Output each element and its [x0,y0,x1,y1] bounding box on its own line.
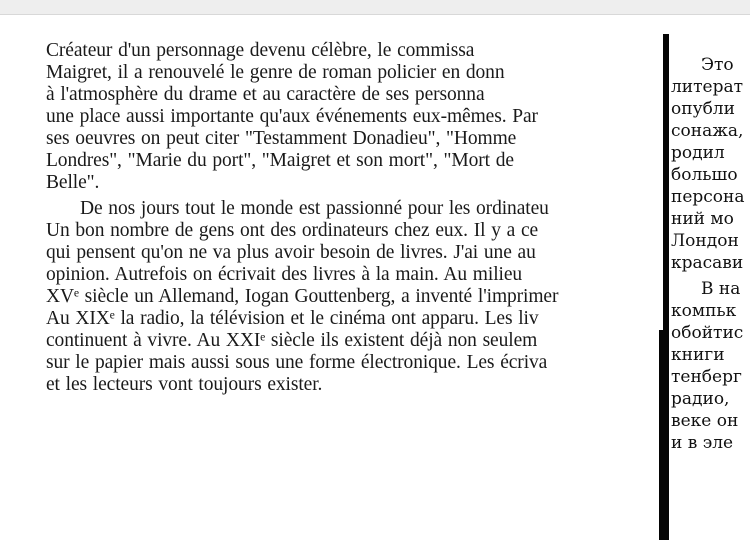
text-line: персона [671,187,745,207]
text-line: Au XIXᵉ la radio, la télévision et le cinéma ont apparu. Les liv [46,308,539,329]
text-line: De nos jours tout le monde est passionné pour les ordinateu [80,198,549,219]
text-line: В на [701,279,741,299]
text-line: ний мо [671,209,734,229]
text-line: et les lecteurs vont toujours exister. [46,374,323,395]
text-line: XVᵉ siècle un Allemand, Iogan Gouttenberg, a inventé l'imprimer [46,286,559,307]
text-line: опубли [671,99,735,119]
text-line: сонажа, [671,121,744,141]
text-line: красави [671,253,744,273]
page-gutter-shadow-lower [659,330,668,540]
text-line: Это [701,55,734,75]
text-line: opinion. Autrefois on écrivait des livres à la main. Au milieu [46,264,523,285]
text-line: Лондон [671,231,739,251]
text-line: continuent à vivre. Au XXIᵉ siècle ils existent déjà non seulem [46,330,538,351]
text-line: радио, [671,389,730,409]
text-line: Maigret, il a renouvelé le genre de roman policier en donn [46,62,505,83]
text-line: обойтис [671,323,744,343]
text-line: литерат [671,77,744,97]
text-line: книги [671,345,725,365]
text-line: компьк [671,301,737,321]
right-page-text [671,40,750,540]
text-line: une place aussi importante qu'aux événements eux-mêmes. Par [46,106,538,127]
text-line: Londres", "Marie du port", "Maigret et son mort", "Mort de [46,150,514,171]
text-line: Un bon nombre de gens ont des ordinateurs chez eux. Il y a ce [46,220,539,241]
text-line: ses oeuvres on peut citer "Testamment Donadieu", "Homme [46,128,517,149]
text-line: и в эле [671,433,734,453]
top-toolbar-strip [0,0,750,15]
text-line: qui pensent qu'on ne va plus avoir besoin de livres. J'ai une au [46,242,536,263]
text-line: sur le papier mais aussi sous une forme électronique. Les écriva [46,352,548,373]
text-line: Créateur d'un personnage devenu célèbre, le commissa [46,40,475,61]
text-line: родил [671,143,725,163]
text-line: à l'atmosphère du drame et au caractère de ses personna [46,84,485,105]
text-line: веке он [671,411,739,431]
text-line: большо [671,165,738,185]
text-line: Belle". [46,172,100,193]
left-page-text [46,40,666,510]
text-line: тенберг [671,367,742,387]
